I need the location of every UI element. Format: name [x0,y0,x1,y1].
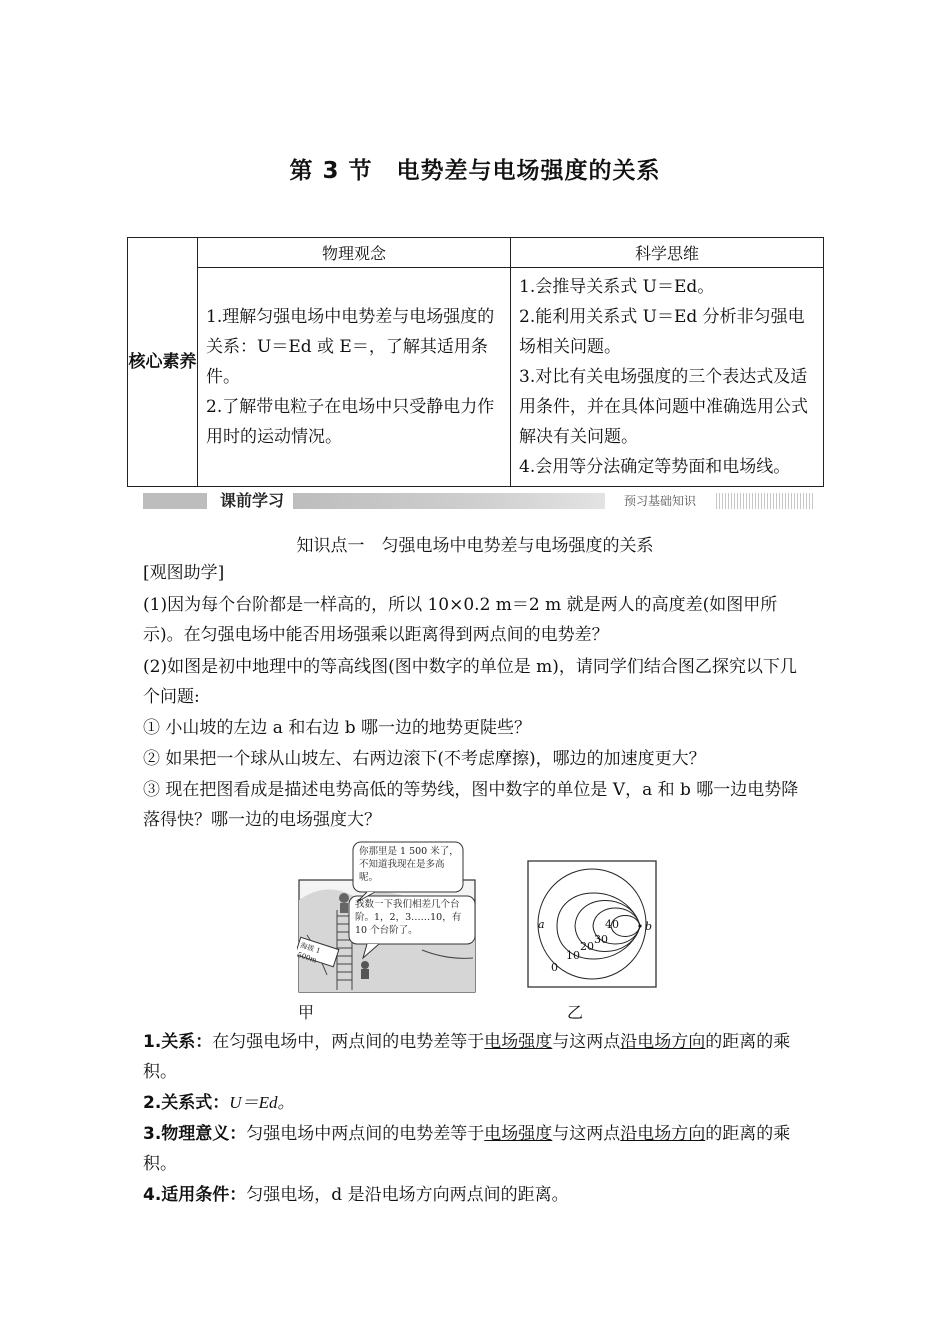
point-1-underline-field: 电场强度 [484,1032,553,1052]
contour-value-20: 20 [580,940,594,953]
section-sublabel: 预习基础知识 [605,491,715,511]
point-1-head: 1.关系： [143,1032,213,1052]
point-4-text: 匀强电场，d 是沿电场方向两点间的距离。 [246,1185,569,1205]
point-3-text: 匀强电场中两点间的电势差等于 [246,1124,485,1144]
altitude-sign-text: 海拔 1 500m [296,941,322,965]
point-4 [143,1180,813,1210]
figure-yi-contour-map [527,860,657,988]
question-1: ① 小山坡的左边 a 和右边 b 哪一边的地势更陡些？ [143,718,532,738]
core-literacy-label: 核心素养 [128,238,198,487]
point-1-text: 的距离的乘积。 [143,1032,791,1082]
point-3-text: 的距离的乘积。 [143,1124,791,1174]
bubble-top-text: 你那里是 1 500 米了，不知道我现在是多高呢。 [359,846,459,883]
paragraph-1: (1)因为每个台阶都是一样高的，所以 10×0.2 m＝2 m 就是两人的高度差(如图甲所示)。在匀强电场中能否用场强乘以距离得到两点间的电势差？ [143,595,778,645]
thinking-item: 1.会推导关系式 U＝Ed。 [519,277,715,297]
physics-concept-cell [198,268,511,487]
point-3-head: 3.物理意义： [143,1124,247,1144]
contour-value-10: 10 [566,949,580,962]
physics-concept-header: 物理观念 [198,238,511,268]
band-bar-left [143,493,207,509]
band-bar-middle [293,493,605,509]
point-3-text: 与这两点 [552,1124,621,1144]
figure-yi-caption: 乙 [567,1003,584,1022]
core-literacy-table [127,237,824,487]
concept-item: 2.了解带电粒子在电场中只受静电力作用时的运动情况。 [206,397,495,447]
concept-item: 1.理解匀强电场中电势差与电场强度的关系：U＝Ed 或 E＝，了解其适用条件。 [206,307,495,387]
page-title: 第 3 节 电势差与电场强度的关系 [289,158,661,184]
paragraph-2: (2)如图是初中地理中的等高线图(图中数字的单位是 m)，请同学们结合图乙探究以下几个问题: [143,657,797,707]
section-band [143,489,815,513]
point-3-underline-field: 电场强度 [484,1124,553,1144]
point-4-head: 4.适用条件： [143,1185,247,1205]
question-3: ③ 现在把图看成是描述电势高低的等势线，图中数字的单位是 V，a 和 b 哪一边电势降落得快？哪一边的电场强度大？ [143,780,799,830]
contour-label-a: a [538,918,545,931]
bubble-bottom-text: 我数一下我们相差几个台阶。1，2，3……10，有 10 个台阶了。 [355,899,462,936]
figure-jia-caption: 甲 [298,1003,315,1022]
thinking-item: 2.能利用关系式 U＝Ed 分析非匀强电场相关问题。 [519,307,805,357]
scientific-thinking-header: 科学思维 [511,238,824,268]
contour-label-b: b [645,920,653,933]
point-2-head: 2.关系式： [143,1093,230,1113]
point-2-formula: U＝Ed。 [229,1093,295,1112]
point-3 [143,1119,813,1179]
point-2 [143,1088,813,1118]
point-1-text: 与这两点 [552,1032,621,1052]
point-1 [143,1027,813,1087]
question-2: ② 如果把一个球从山坡左、右两边滚下(不考虑摩擦)，哪边的加速度更大？ [143,749,706,769]
point-3-underline-direction: 沿电场方向 [620,1124,706,1144]
contour-value-40: 40 [605,918,619,931]
thinking-item: 4.会用等分法确定等势面和电场线。 [519,457,791,477]
thinking-item: 3.对比有关电场强度的三个表达式及适用条件，并在具体问题中准确选用公式解决有关问题。 [519,367,808,447]
knowledge-point-heading: 知识点一 匀强电场中电势差与电场强度的关系 [296,536,654,556]
point-1-text: 在匀强电场中，两点间的电势差等于 [212,1032,485,1052]
section-label: 课前学习 [211,489,293,513]
contour-value-30: 30 [594,933,608,946]
point-1-underline-direction: 沿电场方向 [620,1032,706,1052]
contour-value-0: 0 [551,961,558,974]
guide-label: [观图助学] [143,563,225,583]
scientific-thinking-cell [511,268,824,487]
